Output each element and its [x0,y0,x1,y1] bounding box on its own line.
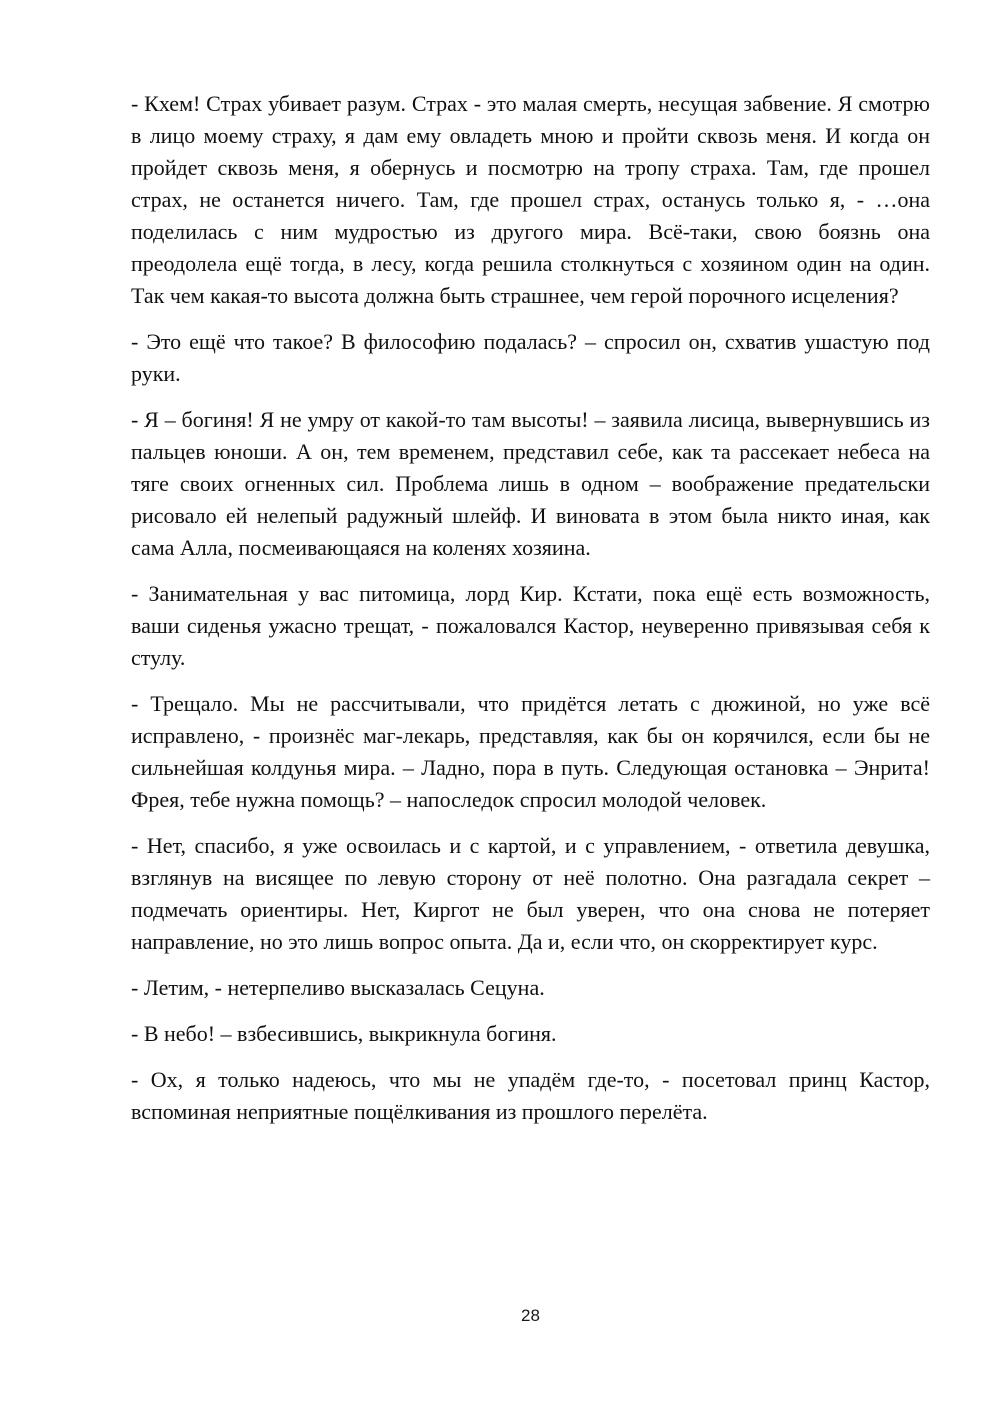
paragraph: - Кхем! Страх убивает разум. Страх - это малая смерть, несущая забвение. Я смотрю в лицо моему страху, я дам ему овладеть мною и пройти сквозь меня. И когда он пройдет сквозь меня, я обернусь и посмотрю на тропу страха. Там, где прошел страх, не останется ничего. Там, где прошел страх, останусь только я, - …она поделилась с ним мудростью из другого мира. Всё-таки, свою боязнь она преодолела ещё тогда, в лесу, когда решила столкнуться с хозяином один на один. Так чем какая-то высота должна быть страшнее, чем герой порочного исцеления? [131,91,930,308]
paragraph: - Летим, - нетерпеливо высказалась Сецуна. [131,975,545,1000]
text-body [131,88,930,1142]
page-number: 28 [521,1306,540,1325]
paragraph: - В небо! – взбесившись, выкрикнула богиня. [131,1021,557,1046]
paragraph: - Трещало. Мы не рассчитывали, что придётся летать с дюжиной, но уже всё исправлено, - произнёс маг-лекарь, представляя, как бы он корячился, если бы не сильнейшая колдунья мира. – Ладно, пора в путь. Следующая остановка – Энрита! Фрея, тебе нужна помощь? – напоследок спросил молодой человек. [131,691,930,812]
paragraph: - Ох, я только надеюсь, что мы не упадём где-то, - посетовал принц Кастор, вспоминая неприятные пощёлкивания из прошлого перелёта. [131,1067,930,1124]
paragraph: - Это ещё что такое? В философию подалась? – спросил он, схватив ушастую под руки. [131,329,930,386]
paragraph: - Я – богиня! Я не умру от какой-то там высоты! – заявила лисица, вывернувшись из пальцев юноши. А он, тем временем, представил себе, как та рассекает небеса на тяге своих огненных сил. Проблема лишь в одном – воображение предательски рисовало ей нелепый радужный шлейф. И виновата в этом была никто иная, как сама Алла, посмеивающаяся на коленях хозяина. [131,407,930,560]
paragraph: - Нет, спасибо, я уже освоилась и с картой, и с управлением, - ответила девушка, взглянув на висящее по левую сторону от неё полотно. Она разгадала секрет – подмечать ориентиры. Нет, Киргот не был уверен, что она снова не потеряет направление, но это лишь вопрос опыта. Да и, если что, он скорректирует курс. [131,833,930,954]
paragraph: - Занимательная у вас питомица, лорд Кир. Кстати, пока ещё есть возможность, ваши сиденья ужасно трещат, - пожаловался Кастор, неуверенно привязывая себя к стулу. [131,581,930,670]
